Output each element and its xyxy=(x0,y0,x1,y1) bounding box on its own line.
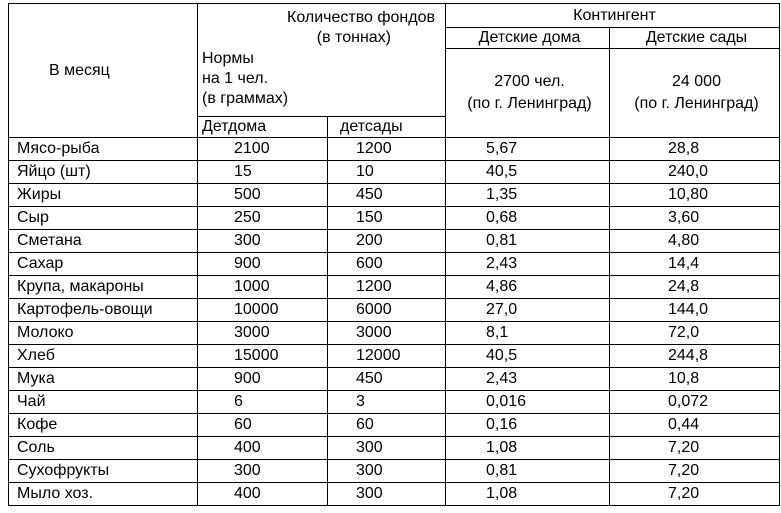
row-name: Молоко xyxy=(9,322,198,345)
row-norm-orphanage: 10000 xyxy=(198,299,328,322)
row-norm-orphanage: 900 xyxy=(198,253,328,276)
food-supply-table xyxy=(8,3,780,506)
row-name: Сахар xyxy=(9,253,198,276)
table-row xyxy=(9,368,780,391)
table-row xyxy=(9,184,780,207)
header-kindergartens-count: 24 000 xyxy=(672,73,721,90)
row-norm-orphanage: 900 xyxy=(198,368,328,391)
row-norm-orphanage: 1000 xyxy=(198,276,328,299)
row-norm-orphanage: 15000 xyxy=(198,345,328,368)
row-tons-kindergarten: 72,0 xyxy=(610,322,780,345)
table-row xyxy=(9,253,780,276)
row-name: Мыло хоз. xyxy=(9,483,198,506)
header-orphanages-city: (по г. Ленинград) xyxy=(467,95,592,112)
row-norm-orphanage: 2100 xyxy=(198,138,328,161)
row-norm-kindergarten: 1200 xyxy=(328,138,446,161)
table-header xyxy=(9,4,780,138)
table-row xyxy=(9,322,780,345)
row-norm-orphanage: 60 xyxy=(198,414,328,437)
header-funds-line1: Количество фондов xyxy=(287,9,435,26)
row-name: Жиры xyxy=(9,184,198,207)
header-norms xyxy=(198,49,446,117)
row-tons-kindergarten: 244,8 xyxy=(610,345,780,368)
table-row xyxy=(9,414,780,437)
table-body xyxy=(9,138,780,506)
header-funds-line2: (в тоннах) xyxy=(316,29,391,46)
table-row xyxy=(9,207,780,230)
row-tons-orphanage: 8,1 xyxy=(446,322,610,345)
table-row xyxy=(9,161,780,184)
row-tons-kindergarten: 28,8 xyxy=(610,138,780,161)
row-norm-kindergarten: 3 xyxy=(328,391,446,414)
row-norm-kindergarten: 1200 xyxy=(328,276,446,299)
row-name: Крупа, макароны xyxy=(9,276,198,299)
row-tons-kindergarten: 14,4 xyxy=(610,253,780,276)
row-tons-orphanage: 2,43 xyxy=(446,253,610,276)
row-norm-orphanage: 400 xyxy=(198,437,328,460)
row-tons-kindergarten: 0,072 xyxy=(610,391,780,414)
row-name: Мука xyxy=(9,368,198,391)
row-name: Сыр xyxy=(9,207,198,230)
row-tons-kindergarten: 240,0 xyxy=(610,161,780,184)
header-col-orphanages: Детдома xyxy=(198,117,328,138)
row-tons-kindergarten: 3,60 xyxy=(610,207,780,230)
row-tons-orphanage: 27,0 xyxy=(446,299,610,322)
row-norm-kindergarten: 12000 xyxy=(328,345,446,368)
row-tons-orphanage: 0,68 xyxy=(446,207,610,230)
row-tons-kindergarten: 144,0 xyxy=(610,299,780,322)
header-norms-line2: на 1 чел. xyxy=(202,69,269,87)
row-norm-kindergarten: 6000 xyxy=(328,299,446,322)
row-tons-kindergarten: 7,20 xyxy=(610,483,780,506)
row-name: Кофе xyxy=(9,414,198,437)
header-orphanages-contingent xyxy=(446,49,610,138)
table-row xyxy=(9,345,780,368)
header-orphanages: Детские дома xyxy=(446,28,610,49)
row-norm-kindergarten: 300 xyxy=(328,483,446,506)
header-norms-line1: Нормы xyxy=(202,49,254,67)
table-row xyxy=(9,460,780,483)
row-norm-orphanage: 250 xyxy=(198,207,328,230)
table-row xyxy=(9,299,780,322)
header-funds xyxy=(198,4,446,49)
row-norm-kindergarten: 3000 xyxy=(328,322,446,345)
header-kindergartens-contingent xyxy=(610,49,780,138)
row-norm-orphanage: 300 xyxy=(198,230,328,253)
row-norm-orphanage: 400 xyxy=(198,483,328,506)
header-kindergartens-city: (по г. Ленинград) xyxy=(634,95,759,112)
row-tons-orphanage: 0,016 xyxy=(446,391,610,414)
row-name: Сметана xyxy=(9,230,198,253)
row-norm-orphanage: 300 xyxy=(198,460,328,483)
row-tons-kindergarten: 7,20 xyxy=(610,460,780,483)
row-norm-kindergarten: 450 xyxy=(328,368,446,391)
table-row xyxy=(9,276,780,299)
header-contingent: Контингент xyxy=(446,4,780,28)
row-tons-orphanage: 4,86 xyxy=(446,276,610,299)
header-month: В месяц xyxy=(9,4,198,138)
row-tons-orphanage: 0,81 xyxy=(446,230,610,253)
row-name: Картофель-овощи xyxy=(9,299,198,322)
row-norm-kindergarten: 150 xyxy=(328,207,446,230)
row-tons-orphanage: 5,67 xyxy=(446,138,610,161)
row-name: Сухофрукты xyxy=(9,460,198,483)
row-tons-orphanage: 0,81 xyxy=(446,460,610,483)
table-row xyxy=(9,437,780,460)
row-tons-kindergarten: 24,8 xyxy=(610,276,780,299)
row-norm-orphanage: 6 xyxy=(198,391,328,414)
header-norms-line3: (в граммах) xyxy=(202,89,289,107)
row-tons-orphanage: 0,16 xyxy=(446,414,610,437)
table-row xyxy=(9,230,780,253)
header-kindergartens: Детские сады xyxy=(610,28,780,49)
row-tons-orphanage: 2,43 xyxy=(446,368,610,391)
row-name: Яйцо (шт) xyxy=(9,161,198,184)
row-tons-orphanage: 40,5 xyxy=(446,345,610,368)
row-norm-kindergarten: 60 xyxy=(328,414,446,437)
row-norm-orphanage: 15 xyxy=(198,161,328,184)
table-row xyxy=(9,391,780,414)
row-tons-kindergarten: 7,20 xyxy=(610,437,780,460)
row-norm-orphanage: 500 xyxy=(198,184,328,207)
row-norm-kindergarten: 300 xyxy=(328,460,446,483)
row-norm-orphanage: 3000 xyxy=(198,322,328,345)
row-tons-kindergarten: 0,44 xyxy=(610,414,780,437)
table-row xyxy=(9,483,780,506)
row-tons-kindergarten: 10,8 xyxy=(610,368,780,391)
row-tons-orphanage: 1,08 xyxy=(446,437,610,460)
row-name: Хлеб xyxy=(9,345,198,368)
row-name: Мясо-рыба xyxy=(9,138,198,161)
row-tons-orphanage: 1,35 xyxy=(446,184,610,207)
row-tons-orphanage: 40,5 xyxy=(446,161,610,184)
row-norm-kindergarten: 450 xyxy=(328,184,446,207)
row-tons-orphanage: 1,08 xyxy=(446,483,610,506)
table-row xyxy=(9,138,780,161)
row-name: Соль xyxy=(9,437,198,460)
header-orphanages-count: 2700 чел. xyxy=(494,73,565,90)
header-col-kindergartens: детсады xyxy=(328,117,446,138)
row-norm-kindergarten: 200 xyxy=(328,230,446,253)
row-name: Чай xyxy=(9,391,198,414)
row-norm-kindergarten: 10 xyxy=(328,161,446,184)
row-tons-kindergarten: 4,80 xyxy=(610,230,780,253)
row-norm-kindergarten: 300 xyxy=(328,437,446,460)
row-tons-kindergarten: 10,80 xyxy=(610,184,780,207)
row-norm-kindergarten: 600 xyxy=(328,253,446,276)
